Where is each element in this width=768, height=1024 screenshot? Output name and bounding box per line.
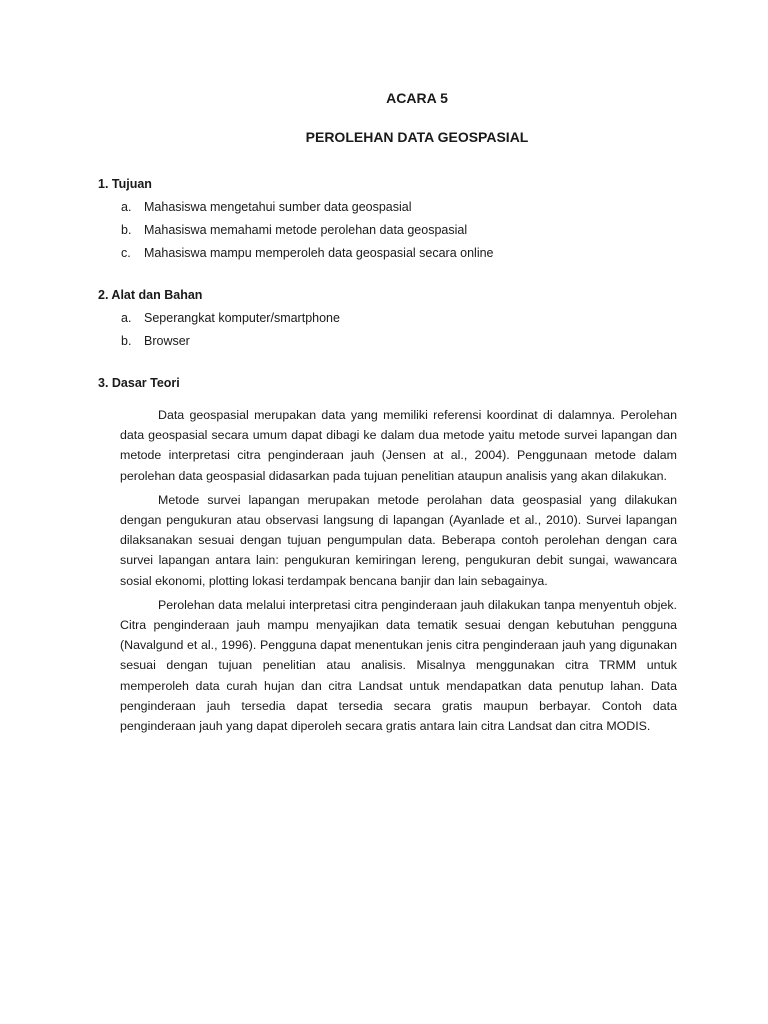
document-subtitle: PEROLEHAN DATA GEOSPASIAL [305,129,529,145]
list-item-text: Mahasiswa mengetahui sumber data geospasial [144,200,412,214]
list-item-text: Mahasiswa memahami metode perolehan data geospasial [144,223,468,237]
list-item [98,219,678,242]
list-marker: a. [121,200,132,214]
section-heading: 3. Dasar Teori [98,376,180,390]
list-marker: a. [121,311,132,325]
paragraph: Perolehan data melalui interpretasi citra penginderaan jauh dilakukan tanpa menyentuh objek. Citra penginderaan jauh mampu menyajikan data tematik sesuai dengan kebutuhan pengguna (Navalgund et al., 1996). Pengguna dapat menentukan jenis citra penginderaan jauh yang digunakan sesuai dengan tujuan penelitian atau analisis. Misalnya menggunakan citra TRMM untuk memperoleh data curah hujan dan citra Landsat untuk mendapatkan data penutup lahan. Data penginderaan jauh tersedia dapat tersedia secara gratis maupun berbayar. Contoh data penginderaan jauh yang dapat diperoleh secara gratis antara lain citra Landsat dan citra MODIS. [120,597,677,734]
list-marker: b. [121,334,132,348]
materials-list [98,307,678,353]
section-heading: 2. Alat dan Bahan [98,288,203,302]
list-item [98,330,678,353]
list-item [98,196,678,219]
list-marker: b. [121,223,132,237]
list-item-text: Browser [144,334,190,348]
section-heading: 1. Tujuan [98,177,152,191]
theory-body [120,405,677,740]
section-alat-dan-bahan [98,287,678,353]
list-item-text: Mahasiswa mampu memperoleh data geospasial secara online [144,246,494,260]
paragraph: Metode survei lapangan merupakan metode perolahan data geospasial yang dilakukan dengan pengukuran atau observasi langsung di lapangan (Ayanlade et al., 2010). Survei lapangan dilaksanakan sesuai dengan tujuan pengumpulan data. Beberapa contoh perolehan dengan cara survei lapangan antara lain: pengukuran kemiringan lereng, pengukuran debit sungai, wawancara sosial ekonomi, plotting lokasi terdampak bencana banjir dan lain sebagainya. [120,492,677,588]
objective-list [98,196,678,265]
list-item-text: Seperangkat komputer/smartphone [144,311,340,325]
list-marker: c. [121,246,131,260]
section-tujuan [98,176,678,265]
document-title: ACARA 5 [386,90,448,106]
section-dasar-teori [98,375,678,395]
list-item [98,242,678,265]
list-item [98,307,678,330]
paragraph: Data geospasial merupakan data yang memiliki referensi koordinat di dalamnya. Perolehan data geospasial secara umum dapat dibagi ke dalam dua metode yaitu metode survei lapangan dan metode interpretasi citra penginderaan jauh (Jensen at al., 2004). Penggunaan metode dalam perolehan data geospasial didasarkan pada tujuan penelitian ataupun analisis yang akan dilakukan. [120,408,677,483]
